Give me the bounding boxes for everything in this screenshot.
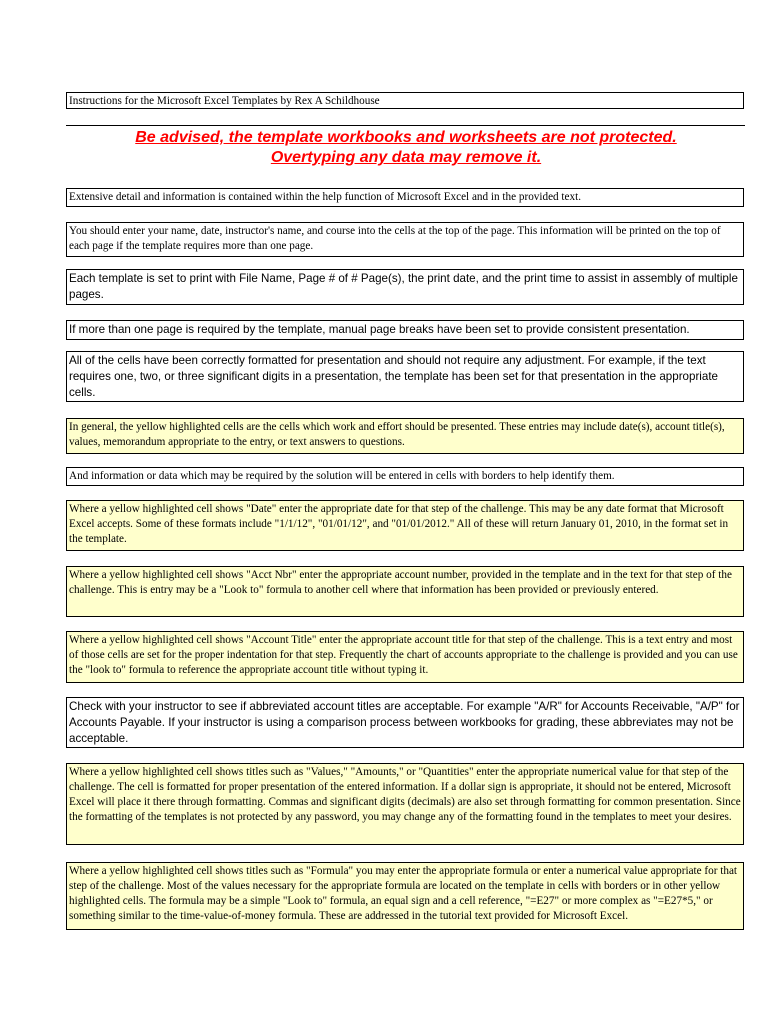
- instruction-cell-formatting: All of the cells have been correctly formatted for presentation and should not require any adjustment. For example, if the text requires one, two, or three significant digits in a presentation, the template has been set for that presentation in the appropriate cells.: [66, 351, 744, 402]
- document-title: Instructions for the Microsoft Excel Templates by Rex A Schildhouse: [66, 92, 744, 109]
- instruction-cell-abbreviations: Check with your instructor to see if abbreviated account titles are acceptable. For example "A/R" for Accounts Receivable, "A/P" for Accounts Payable. If your instructor is using a comparison process between workbooks for grading, these abbreviates may not be acceptable.: [66, 697, 744, 748]
- divider: [66, 125, 745, 126]
- instruction-cell-date: Where a yellow highlighted cell shows "Date" enter the appropriate date for that step of the challenge. This may be any date format that Microsoft Excel accepts. Some of these formats include "1/1/12", "01/01/12", and "01/01/2012." All of these will return January 01, 2010, in the format set in the template.: [66, 500, 744, 551]
- instruction-cell-help: Extensive detail and information is contained within the help function of Microsoft Excel and in the provided text.: [66, 188, 744, 207]
- instruction-cell-values: Where a yellow highlighted cell shows titles such as "Values," "Amounts," or "Quantities" enter the appropriate numerical value for that step of the challenge. The cell is formatted for proper presentation of the entered information. If a dollar sign is appropriate, it should not be entered, Microsoft Excel will place it there through formatting. Commas and significant digits (decimals) are also set through formatting for common presentation. Since the formatting of the templates is not protected by any password, you may change any of the formatting found in the templates to meet your desires.: [66, 763, 744, 845]
- instruction-cell-yellow-cells: In general, the yellow highlighted cells are the cells which work and effort should be presented. These entries may include date(s), account title(s), values, memorandum appropriate to the entry, or text answers to questions.: [66, 418, 744, 454]
- instruction-cell-print-setup: Each template is set to print with File Name, Page # of # Page(s), the print date, and the print time to assist in assembly of multiple pages.: [66, 269, 744, 305]
- instruction-cell-bordered-cells: And information or data which may be required by the solution will be entered in cells with borders to help identify them.: [66, 467, 744, 486]
- instruction-cell-page-breaks: If more than one page is required by the template, manual page breaks have been set to provide consistent presentation.: [66, 320, 744, 340]
- protection-warning: [66, 128, 746, 168]
- instruction-cell-account-title: Where a yellow highlighted cell shows "Account Title" enter the appropriate account title for that step of the challenge. This is a text entry and most of those cells are set for the proper indentation for that step. Frequently the chart of accounts appropriate to the challenge is provided and you can use the "look to" formula to reference the appropriate account title without typing it.: [66, 631, 744, 683]
- instruction-cell-formula: Where a yellow highlighted cell shows titles such as "Formula" you may enter the appropriate formula or enter a numerical value appropriate for that step of the challenge. Most of the values necessary for the appropriate formula are located on the template in cells with borders or in other yellow highlighted cells. The formula may be a simple "Look to" formula, an equal sign and a cell reference, "=E27" or more complex as "=E27*5," or something similar to the time-value-of-money formula. These are addressed in the tutorial text provided for Microsoft Excel.: [66, 862, 744, 930]
- instruction-cell-acct-nbr: Where a yellow highlighted cell shows "Acct Nbr" enter the appropriate account number, provided in the template and in the text for that step of the challenge. This is entry may be a "Look to" formula to another cell where that information has been provided or previously entered.: [66, 566, 744, 617]
- warning-line-2: Overtyping any data may remove it.: [270, 149, 542, 166]
- instruction-cell-header-info: You should enter your name, date, instructor's name, and course into the cells at the top of the page. This information will be printed on the top of each page if the template requires more than one page.: [66, 222, 744, 257]
- warning-line-1: Be advised, the template workbooks and worksheets are not protected.: [135, 129, 677, 146]
